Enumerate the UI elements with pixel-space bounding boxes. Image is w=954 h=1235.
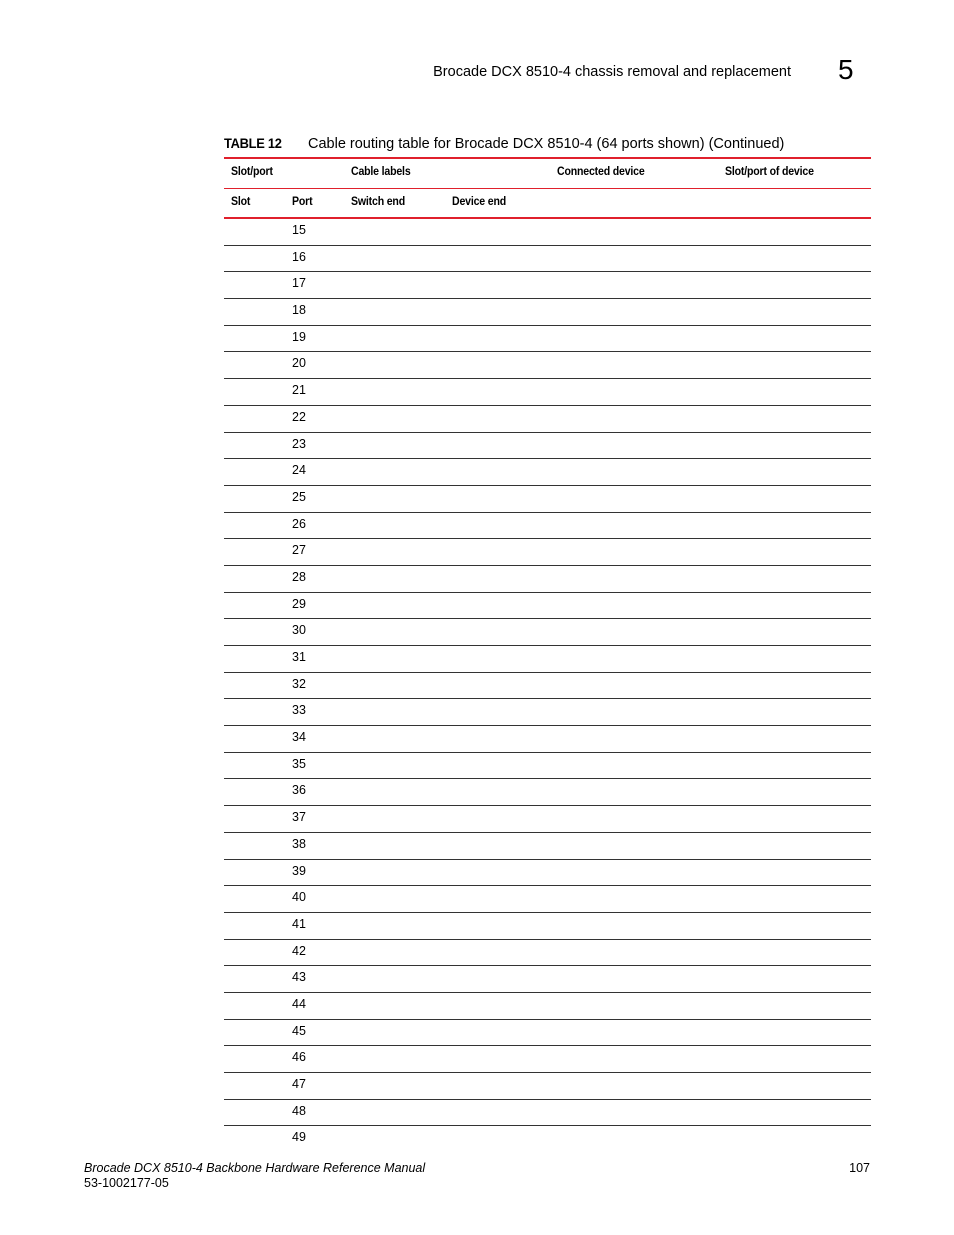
table-row (224, 246, 871, 273)
port-cell: 49 (292, 1130, 306, 1145)
col-header-slot-port-of-device: Slot/port of device (725, 164, 814, 178)
port-cell: 22 (292, 409, 306, 424)
table-row (224, 433, 871, 460)
table-row (224, 1126, 871, 1152)
page-number: 107 (849, 1161, 870, 1175)
port-cell: 26 (292, 516, 306, 531)
table-row (224, 913, 871, 940)
col-header-port: Port (292, 194, 313, 208)
table-row (224, 1020, 871, 1047)
table-row (224, 619, 871, 646)
port-cell: 35 (292, 756, 306, 771)
col-header-switch-end: Switch end (351, 194, 405, 208)
port-cell: 24 (292, 463, 306, 478)
table-row (224, 1073, 871, 1100)
port-cell: 27 (292, 543, 306, 558)
table-row (224, 539, 871, 566)
port-cell: 32 (292, 676, 306, 691)
table-row (224, 379, 871, 406)
table-row (224, 726, 871, 753)
col-header-slot: Slot (231, 194, 251, 208)
chapter-number: 5 (838, 54, 854, 85)
port-cell: 38 (292, 836, 306, 851)
port-cell: 45 (292, 1023, 306, 1038)
port-cell: 19 (292, 329, 306, 344)
table-row (224, 779, 871, 806)
table-row (224, 513, 871, 540)
table-row (224, 566, 871, 593)
port-cell: 44 (292, 996, 306, 1011)
port-cell: 36 (292, 783, 306, 798)
port-cell: 39 (292, 863, 306, 878)
port-cell: 33 (292, 703, 306, 718)
col-header-device-end: Device end (452, 194, 507, 208)
table-row (224, 886, 871, 913)
port-cell: 21 (292, 383, 306, 398)
table-row (224, 593, 871, 620)
table-row (224, 406, 871, 433)
port-cell: 34 (292, 730, 306, 745)
port-cell: 15 (292, 223, 306, 237)
table-row (224, 1046, 871, 1073)
port-cell: 28 (292, 569, 306, 584)
table-header-row-2 (224, 188, 871, 219)
table-row (224, 272, 871, 299)
table-row (224, 699, 871, 726)
port-cell: 43 (292, 970, 306, 985)
cable-routing-table (224, 157, 871, 1152)
col-header-connected-device: Connected device (557, 164, 645, 178)
table-row (224, 753, 871, 780)
port-cell: 30 (292, 623, 306, 638)
table-caption (224, 135, 871, 152)
port-cell: 29 (292, 596, 306, 611)
table-row (224, 966, 871, 993)
col-header-slot-port: Slot/port (231, 164, 273, 178)
table-row (224, 673, 871, 700)
manual-title: Brocade DCX 8510-4 Backbone Hardware Reference Manual (84, 1161, 426, 1175)
table-row (224, 219, 871, 246)
port-cell: 42 (292, 943, 306, 958)
table-row (224, 646, 871, 673)
table-row (224, 806, 871, 833)
table-row (224, 352, 871, 379)
table-title: Cable routing table for Brocade DCX 8510-4 (64 ports shown) (Continued) (308, 136, 785, 152)
port-cell: 31 (292, 650, 306, 664)
page-footer (84, 1161, 425, 1191)
table-body (224, 219, 871, 1152)
table-row (224, 993, 871, 1020)
port-cell: 37 (292, 810, 306, 825)
port-cell: 20 (292, 356, 306, 371)
port-cell: 47 (292, 1077, 306, 1091)
port-cell: 48 (292, 1103, 306, 1118)
port-cell: 18 (292, 303, 306, 318)
port-cell: 16 (292, 249, 306, 264)
table-row (224, 299, 871, 326)
table-row (224, 1100, 871, 1127)
table-row (224, 459, 871, 486)
port-cell: 23 (292, 436, 306, 451)
port-cell: 46 (292, 1050, 306, 1065)
port-cell: 17 (292, 276, 306, 291)
port-cell: 41 (292, 916, 306, 931)
table-row (224, 486, 871, 513)
table-header-row-1 (224, 157, 871, 188)
port-cell: 40 (292, 890, 306, 905)
document-number: 53-1002177-05 (84, 1176, 169, 1190)
col-header-cable-labels: Cable labels (351, 164, 411, 178)
table-row (224, 833, 871, 860)
port-cell: 25 (292, 489, 306, 504)
table-row (224, 860, 871, 887)
table-tag: TABLE 12 (224, 135, 282, 151)
table-row (224, 940, 871, 967)
table-row (224, 326, 871, 353)
running-header: Brocade DCX 8510-4 chassis removal and replacement (433, 64, 791, 80)
